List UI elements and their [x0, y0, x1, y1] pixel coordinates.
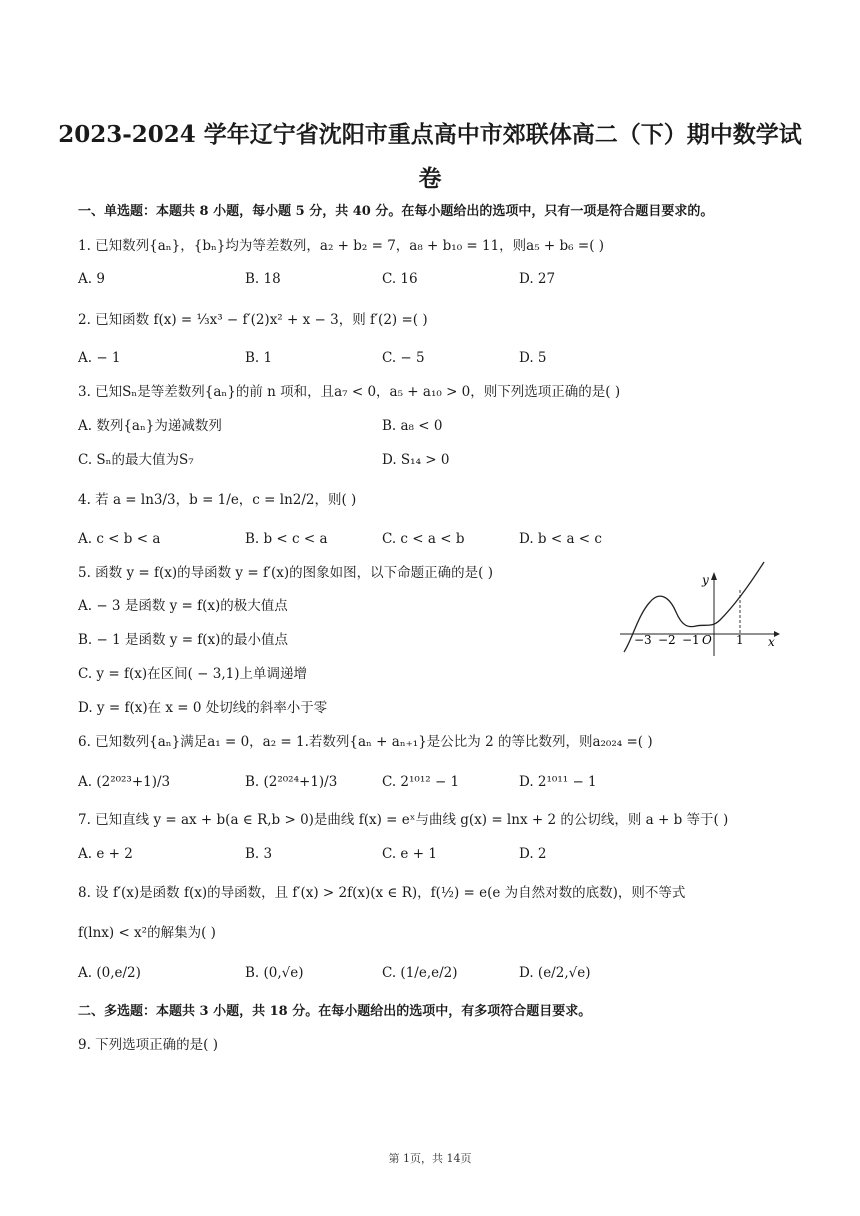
question-7-option-a: A. e + 2 [78, 846, 133, 862]
page-title-line1: 2023-2024 学年辽宁省沈阳市重点高中市郊联体高二（下）期中数学试 [58, 121, 802, 148]
question-3-option-c: C. Sₙ的最大值为S₇ [78, 452, 194, 468]
question-8-option-b: B. (0,√e) [245, 965, 304, 981]
question-1-option-c: C. 16 [382, 271, 418, 287]
question-6-option-b: B. (2²⁰²⁴+1)/3 [245, 774, 338, 790]
question-8-option-c: C. (1/e,e/2) [382, 965, 458, 981]
question-5-option-a: A. − 3 是函数 y = f(x)的极大值点 [78, 598, 288, 614]
x-axis-label: x [768, 635, 775, 649]
section-heading-single-choice: 一、单选题：本题共 8 小题，每小题 5 分，共 40 分。在每小题给出的选项中，只有一项是符合题目要求的。 [78, 204, 714, 219]
question-1-option-d: D. 27 [519, 271, 556, 287]
question-7-stem: 7. 已知直线 y = ax + b(a ∈ R,b > 0)是曲线 f(x) = eˣ与曲线 g(x) = lnx + 2 的公切线，则 a + b 等于( ) [78, 812, 729, 828]
tick-label-neg2: −2 [658, 633, 676, 647]
tick-label-1: 1 [736, 633, 744, 647]
question-2-option-b: B. 1 [245, 350, 273, 366]
page-title-line2: 卷 [418, 165, 442, 192]
question-3-stem: 3. 已知Sₙ是等差数列{aₙ}的前 n 项和，且a₇ < 0，a₅ + a₁₀ > 0，则下列选项正确的是( ) [78, 384, 621, 400]
question-7-option-b: B. 3 [245, 846, 273, 862]
section-heading-multiple-choice: 二、多选题：本题共 3 小题，共 18 分。在每小题给出的选项中，有多项符合题目要求。 [78, 1004, 592, 1019]
question-4-option-b: B. b < c < a [245, 531, 328, 547]
question-1-option-b: B. 18 [245, 271, 281, 287]
question-8-option-d: D. (e/2,√e) [519, 965, 591, 981]
question-9-stem: 9. 下列选项正确的是( ) [78, 1037, 218, 1053]
question-8-option-a: A. (0,e/2) [78, 965, 141, 981]
question-1-option-a: A. 9 [78, 271, 105, 287]
question-2-option-a: A. − 1 [78, 350, 121, 366]
question-4-stem: 4. 若 a = ln3/3，b = 1/e，c = ln2/2，则( ) [78, 492, 357, 508]
question-2-stem: 2. 已知函数 f(x) = ⅓x³ − f′(2)x² + x − 3，则 f′(2) =( ) [78, 312, 428, 328]
tick-label-neg3: −3 [634, 633, 652, 647]
question-2-option-d: D. 5 [519, 350, 547, 366]
question-6-stem: 6. 已知数列{aₙ}满足a₁ = 0，a₂ = 1.若数列{aₙ + aₙ₊₁}是公比为 2 的等比数列，则a₂₀₂₄ =( ) [78, 734, 653, 750]
tick-label-neg1: −1 [682, 633, 700, 647]
question-6-option-c: C. 2¹⁰¹² − 1 [382, 774, 460, 790]
question-3-option-a: A. 数列{aₙ}为递减数列 [78, 418, 222, 434]
question-7-option-d: D. 2 [519, 846, 547, 862]
question-8-stem: 8. 设 f′(x)是函数 f(x)的导函数，且 f′(x) > 2f(x)(x ∈ R)，f(½) = e(e 为自然对数的底数)，则不等式 [78, 885, 686, 901]
question-3-option-d: D. S₁₄ > 0 [382, 452, 450, 468]
question-1-stem: 1. 已知数列{aₙ}，{bₙ}均为等差数列，a₂ + b₂ = 7，a₈ + b₁₀ = 11，则a₅ + b₆ =( ) [78, 238, 605, 254]
derivative-graph-figure [616, 560, 786, 660]
question-5-option-d: D. y = f(x)在 x = 0 处切线的斜率小于零 [78, 700, 328, 716]
page-footer: 第 1页，共 14页 [388, 1152, 472, 1165]
question-5-stem: 5. 函数 y = f(x)的导函数 y = f′(x)的图象如图，以下命题正确的是( ) [78, 565, 493, 581]
y-axis-label: y [702, 573, 709, 587]
question-5-option-c: C. y = f(x)在区间( − 3,1)上单调递增 [78, 666, 307, 682]
question-4-option-a: A. c < b < a [78, 531, 161, 547]
origin-label: O [702, 633, 712, 647]
question-7-option-c: C. e + 1 [382, 846, 437, 862]
question-4-option-c: C. c < a < b [382, 531, 465, 547]
question-6-option-d: D. 2¹⁰¹¹ − 1 [519, 774, 597, 790]
question-3-option-b: B. a₈ < 0 [382, 418, 443, 434]
question-5-option-b: B. − 1 是函数 y = f(x)的最小值点 [78, 632, 288, 648]
question-2-option-c: C. − 5 [382, 350, 425, 366]
question-4-option-d: D. b < a < c [519, 531, 602, 547]
question-6-option-a: A. (2²⁰²³+1)/3 [78, 774, 171, 790]
question-8-stem-continued: f(lnx) < x²的解集为( ) [78, 925, 216, 941]
